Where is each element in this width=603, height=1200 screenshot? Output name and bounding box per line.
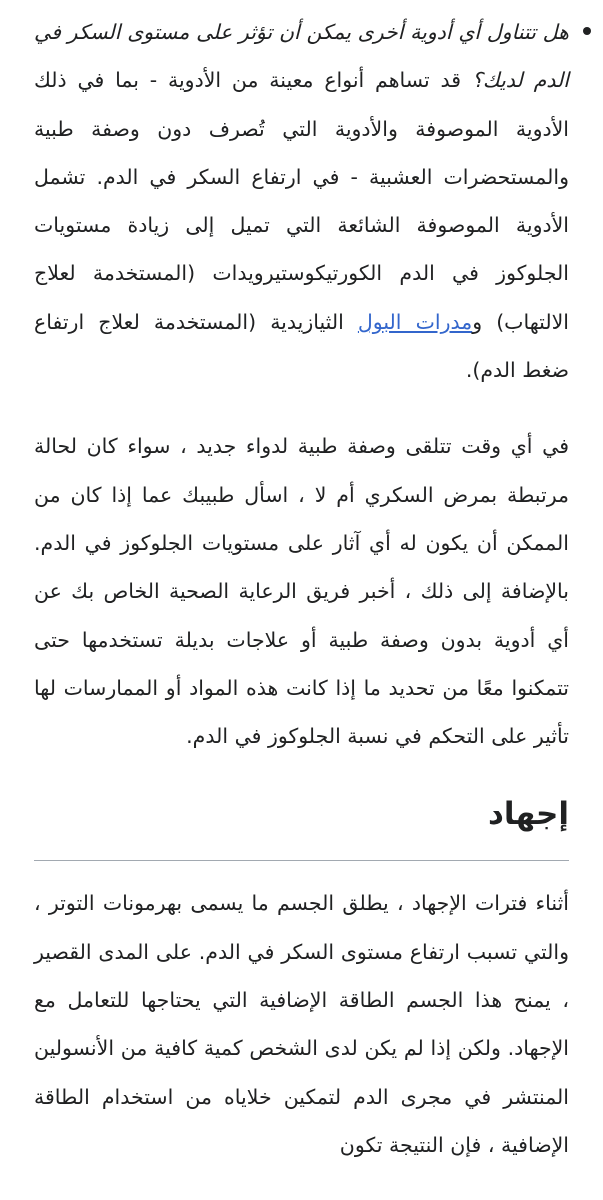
list-item <box>34 8 569 394</box>
paragraph-medication-advice: في أي وقت تتلقى وصفة طبية لدواء جديد ، سواء كان لحالة مرتبطة بمرض السكري أم لا ، اسأل طبيبك عما إذا كان من الممكن أن يكون له أي آثار على مستويات الجلوكوز في الدم. بالإضافة إلى ذلك ، أخبر فريق الرعاية الصحية الخاص بك عن أي أدوية بدون وصفة طبية أو علاجات بديلة تستخدمها حتى تتمكنوا معًا من تحديد ما إذا كانت هذه المواد أو الممارسات لها تأثير على التحكم في نسبة الجلوكوز في الدم. <box>34 434 569 749</box>
paragraph-stress: أثناء فترات الإجهاد ، يطلق الجسم ما يسمى بهرمونات التوتر ، والتي تسبب ارتفاع مستوى السكر في الدم. على المدى القصير ، يمنح هذا الجسم الطاقة الإضافية التي يحتاجها للتعامل مع الإجهاد. ولكن إذا لم يكن لدى الشخص كمية كافية من الأنسولين المنتشر في مجرى الدم لتمكين خلاياه من استخدام الطاقة الإضافية ، فإن النتيجة تكون <box>34 891 569 1157</box>
bullet-question: هل تتناول أي أدوية أخرى يمكن أن تؤثر على مستوى السكر في الدم لديك؟ <box>34 20 569 93</box>
section-heading-stress: إجهاد <box>34 790 569 861</box>
bullet-icon <box>583 27 591 35</box>
diuretics-link[interactable]: مدرات البول <box>357 309 473 334</box>
bullet-text-end: الثيازيدية (المستخدمة لعلاج ارتفاع ضغط الدم). <box>34 309 569 383</box>
bullet-text: قد تساهم أنواع معينة من الأدوية - بما في ذلك الأدوية الموصوفة والأدوية التي تُصرف دون وصفة طبية والمستحضرات العشبية - في ارتفاع السكر في الدم. تشمل الأدوية الموصوفة الشائعة التي تميل إلى زيادة مستويات الجلوكوز في الدم الكورتيكوستيرويدات (المستخدمة لعلاج الالتهاب) و <box>34 68 570 334</box>
